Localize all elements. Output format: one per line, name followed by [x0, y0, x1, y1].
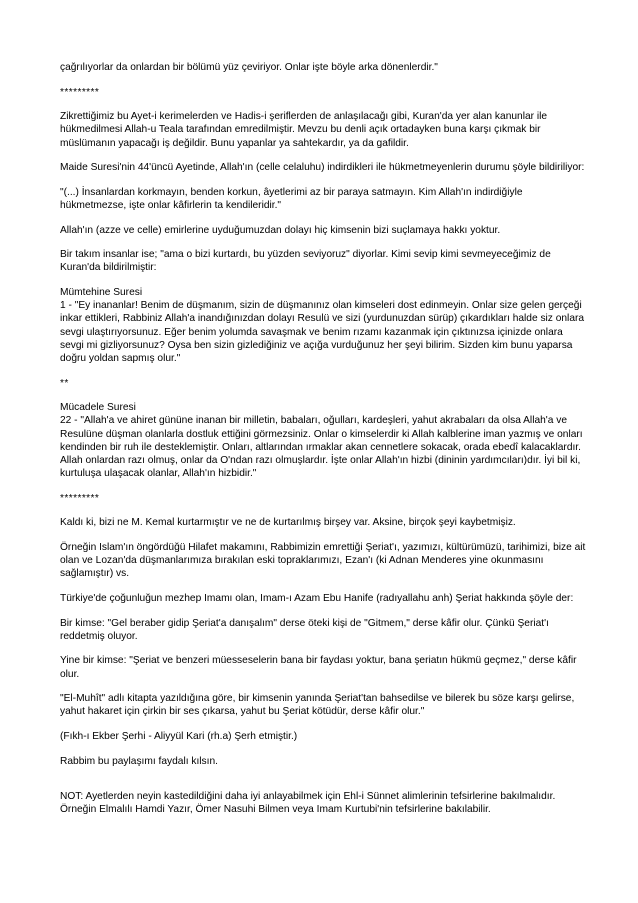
paragraph-no-blame: Allah'ın (azze ve celle) emirlerine uyduğumuzdan dolayı hiç kimsenin bizi suçlamaya hakkı yoktur.	[60, 224, 501, 236]
paragraph-mucadele: Mücadele Suresi 22 - "Allah'a ve ahiret gününe inanan bir milletin, babaları, oğulları, kardeşleri, yahut akrabaları da olsa Allah'a ve Resulüne düşman olanlarla dostluk ettiğini görmezsiniz. Onlar o kimselerdir ki Allah kalblerine iman yazmış ve onları kendinden bir ruh ile desteklemiştir. Onları, altlarından ırmaklar akan cennetlere sokacak, orada ebedî kalacaklardır. Allah onlardan razı olmuş, onlar da O'ndan razı olmuşlardır. İşte onlar Allah'ın hizbi (dininin yardımcıları)dır. İyi bil ki, kurtuluşa ulaşacak olanlar, Allah'ın hizbidir."	[60, 402, 583, 480]
paragraph-dua: Rabbim bu paylaşımı faydalı kılsın.	[60, 755, 218, 767]
paragraph-el-muhit: "El-Muhît" adlı kitapta yazıldığına göre, bir kimsenin yanında Şeriat'tan bahsedilse ve bilerek bu söze karşı gelirse, yahut hakaret için çirkin bir ses çıkarsa, yahut bu Şeriat kötüdür, derse kâfir olur."	[60, 693, 575, 718]
paragraph-fikh-citation: (Fıkh-ı Ekber Şerhi - Aliyyül Kari (rh.a) Şerh etmiştir.)	[60, 730, 298, 742]
paragraph-people-say: Bir takım insanlar ise; "ama o bizi kurtardı, bu yüzden seviyoruz" diyorlar. Kimi sevip kimi sevmeyeceğimiz de Kuran'da bildirilmiştir:	[60, 249, 551, 274]
paragraph-kemal: Kaldı ki, bizi ne M. Kemal kurtarmıştır ve ne de kurtarılmış birşey var. Aksine, birçok şeyi kaybetmişiz.	[60, 517, 516, 529]
paragraph-imam-azam: Türkiye'de çoğunluğun mezhep Imamı olan, Imam-ı Azam Ebu Hanife (radıyallahu anh) Şeriat hakkında şöyle der:	[60, 592, 574, 604]
paragraph-note: NOT: Ayetlerden neyin kastedildiğini daha iyi anlayabilmek için Ehl-i Sünnet alimlerinin tefsirlerine bakılmalıdır. Örneğin Elmalılı Hamdi Yazır, Ömer Nasuhi Bilmen veya Imam Kurtubi'nin tefsirlerine bakılabilir.	[60, 790, 556, 815]
paragraph-intro: Zikrettiğimiz bu Ayet-i kerimelerden ve Hadis-i şeriflerden de anlaşılacağı gibi, Kuran'da yer alan kanunlar ile hükmedilmesi Allah-u Teala tarafından emredilmiştir. Mevzu bu denli açık ortadayken buna karşı çıkmak bir müslümanın yapacağı iş değildir. Bunu yapanlar ya sahtekardır, ya da gafildir.	[60, 111, 548, 149]
paragraph-example: Örneğin Islam'ın öngördüğü Hilafet makamını, Rabbimizin emrettiği Şeriat'ı, yazımızı, kültürümüzü, tarihimizi, bize ait olan ve Lozan'da düşmanlarımıza bırakılan eski topraklarımızı, Ezan'ı (ki Adnan Menderes yine okunmasını sağlamıştır) vs.	[60, 541, 586, 580]
separator-double-star: **	[60, 377, 69, 389]
paragraph-gel-beraber: Bir kimse: "Gel beraber gidip Şeriat'a danışalım" derse öteki kişi de "Gitmem," derse kâfir olur. Çünkü Şeriat'ı reddetmiş oluyor.	[60, 617, 549, 642]
paragraph-maide-quote: "(...) İnsanlardan korkmayın, benden korkun, âyetlerimi az bir paraya satmayın. Kim Allah'ın indirdiğiyle hükmetmezse, işte onlar kâfirlerin ta kendileridir."	[60, 186, 523, 211]
paragraph-mumtehine: Mümtehine Suresi 1 - "Ey inananlar! Benim de düşmanım, sizin de düşmanınız olan kimseleri dost edinmeyin. Onlar size gelen gerçeği inkar ettikleri, Rabbiniz Allah'a inandığınızdan dolayı Resulü ve sizi (yurdunuzdan sürüp) çıkardıkları halde siz onlara sevgi ulaştırıyorsunuz. Eğer benim yolumda savaşmak ve benim rızamı kazanmak için çıktınızsa içinizde onlara sevgi mi gizliyorsunuz? Oysa ben sizin gizlediğiniz ve açığa vurduğunuz her şeyi bilirim. Sizden kim bunu yaparsa doğru yoldan sapmış olur."	[60, 286, 585, 364]
separator-stars-2: *********	[60, 492, 100, 504]
paragraph-quote-ending: çağrılıyorlar da onlardan bir bölümü yüz çeviriyor. Onlar işte böyle arka dönenlerdir."	[60, 62, 438, 73]
paragraph-maide-intro: Maide Suresi'nin 44'üncü Ayetinde, Allah'ın (celle celaluhu) indirdikleri ile hükmetmeyenlerin durumu şöyle bildiriliyor:	[60, 162, 585, 174]
paragraph-yine-bir-kimse: Yine bir kimse: "Şeriat ve benzeri müesseselerin bana bir faydası yoktur, bana şeriatın hükmü geçmez," derse kâfir olur.	[60, 655, 577, 680]
separator-stars: *********	[60, 86, 100, 98]
